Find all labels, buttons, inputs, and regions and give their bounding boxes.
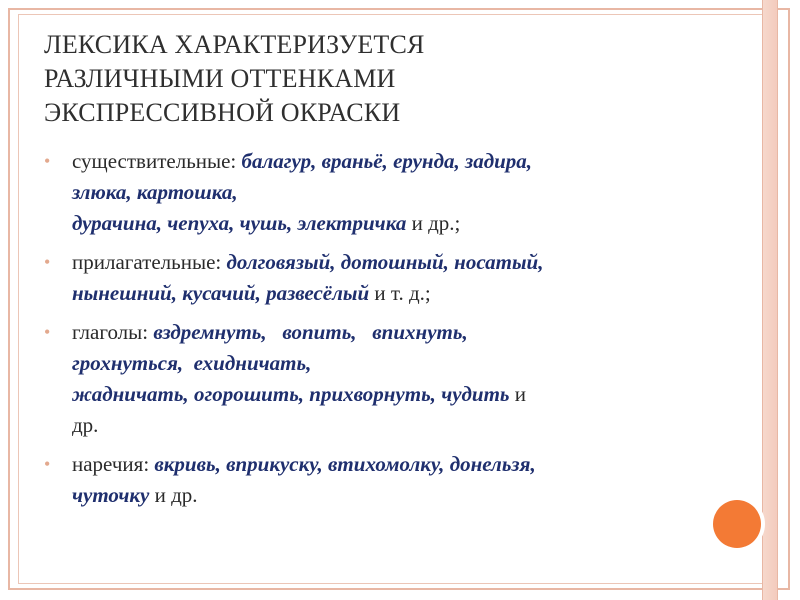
example-word: ерунда, <box>393 149 460 173</box>
example-word: задира, <box>465 149 533 173</box>
title-line-1: ЛЕКСИКА ХАРАКТЕРИЗУЕТСЯ <box>44 30 425 59</box>
orange-circle-decoration <box>713 500 761 548</box>
bullet-icon: • <box>44 322 51 342</box>
example-word: дурачина, <box>72 211 163 235</box>
example-word: вприкуску, <box>226 452 323 476</box>
slide-title <box>44 28 724 130</box>
example-word: вздремнуть, <box>153 320 267 344</box>
example-word: донельзя, <box>449 452 536 476</box>
example-word: ехидничать, <box>193 351 312 375</box>
example-word: огорошить, <box>193 382 305 406</box>
item-label: глаголы: <box>72 320 154 344</box>
example-word: впихнуть, <box>372 320 468 344</box>
example-word: вкривь, <box>154 452 221 476</box>
example-word: чепуха, <box>167 211 235 235</box>
example-word: нынешний, <box>72 281 177 305</box>
example-word: электричка <box>297 211 407 235</box>
bullet-icon: • <box>44 151 51 171</box>
example-word: жадничать, <box>72 382 189 406</box>
example-word: грохнуться, <box>72 351 184 375</box>
item-label: прилагательные: <box>72 250 227 274</box>
item-tail: и др.; <box>406 211 461 235</box>
item-tail-continued: др. <box>72 413 99 437</box>
item-tail: и т. д.; <box>369 281 431 305</box>
item-tail: и др. <box>149 483 198 507</box>
example-word: балагур, <box>241 149 317 173</box>
bullet-icon: • <box>44 454 51 474</box>
example-word: дотошный, <box>340 250 449 274</box>
list-item-adjectives <box>44 247 704 309</box>
title-line-2: РАЗЛИЧНЫМИ ОТТЕНКАМИ <box>44 64 396 93</box>
example-word: вопить, <box>282 320 357 344</box>
list-item-verbs <box>44 317 704 441</box>
bullet-list <box>44 146 704 519</box>
item-label: наречия: <box>72 452 155 476</box>
example-word: чудить <box>441 382 510 406</box>
list-item-nouns <box>44 146 704 239</box>
example-word: чушь, <box>239 211 293 235</box>
item-label: существительные: <box>72 149 242 173</box>
list-item-adverbs <box>44 449 704 511</box>
example-word: развесёлый <box>266 281 370 305</box>
item-tail: и <box>509 382 526 406</box>
example-word: втихомолку, <box>328 452 445 476</box>
right-decorative-band <box>762 0 778 600</box>
example-word: враньё, <box>321 149 388 173</box>
example-word: носатый, <box>454 250 544 274</box>
bullet-icon: • <box>44 252 51 272</box>
example-word: кусачий, <box>182 281 261 305</box>
example-word: долговязый, <box>226 250 336 274</box>
example-word: чуточку <box>72 483 150 507</box>
example-word: злюка, <box>72 180 132 204</box>
example-word: прихворнуть, <box>309 382 436 406</box>
example-word: картошка, <box>136 180 238 204</box>
title-line-3: ЭКСПРЕССИВНОЙ ОКРАСКИ <box>44 98 401 127</box>
